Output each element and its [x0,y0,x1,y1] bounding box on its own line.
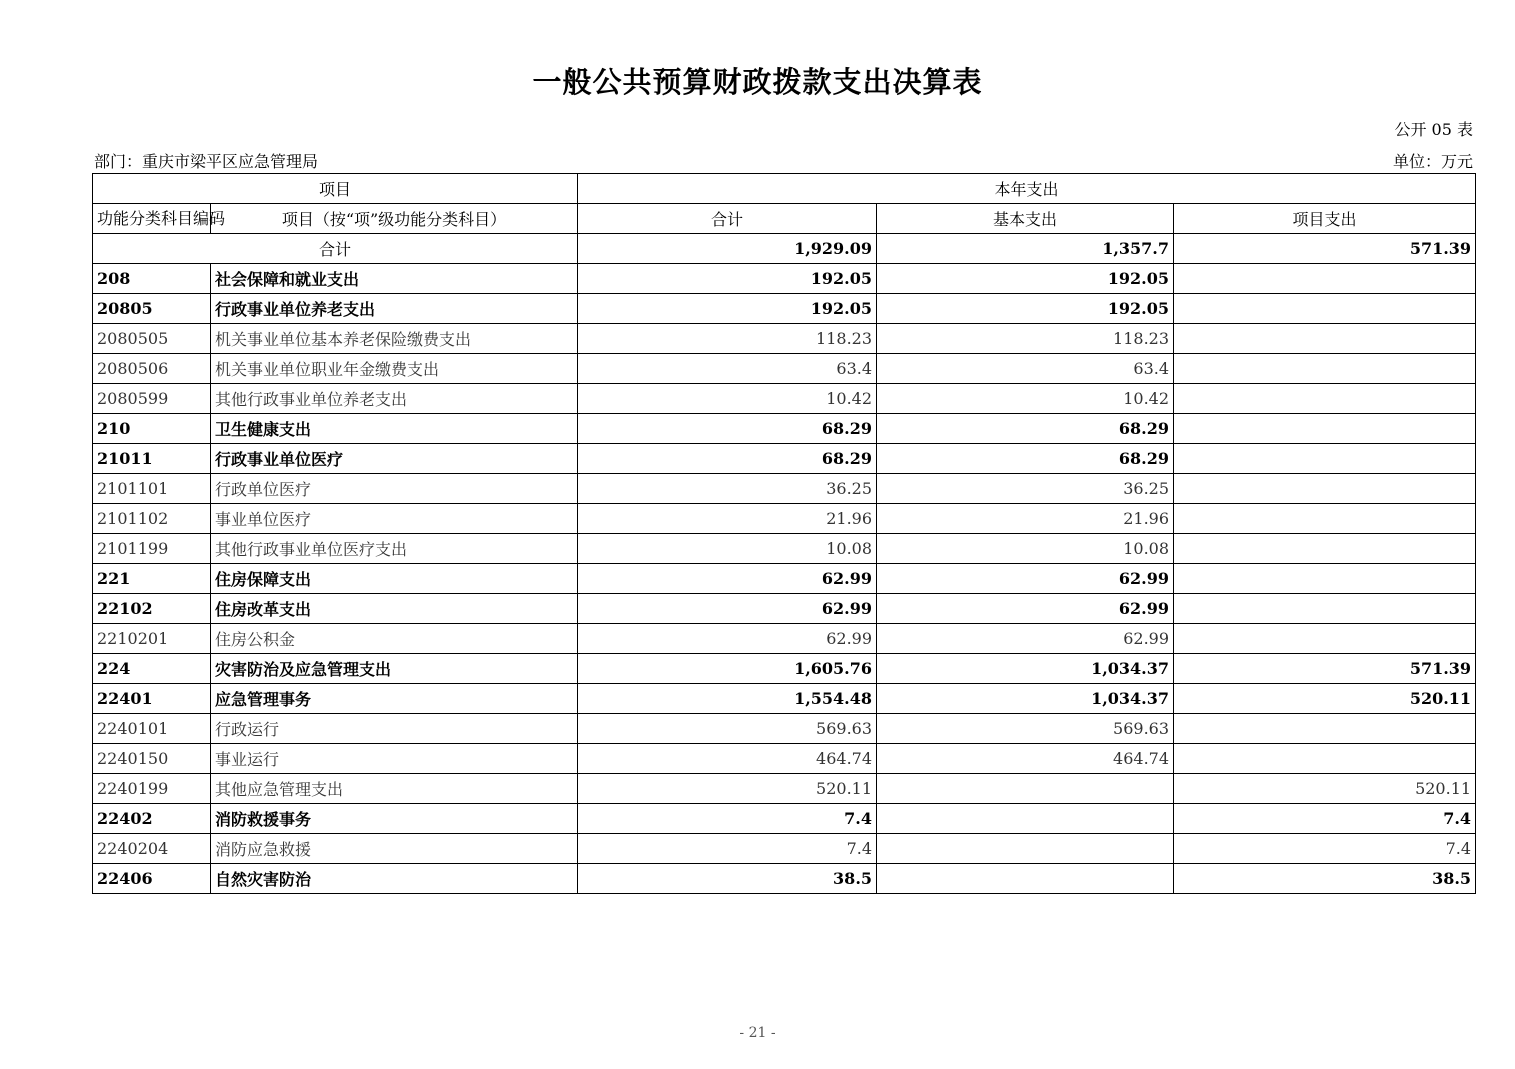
row-project [1174,564,1476,594]
row-code: 2101102 [93,504,211,534]
row-name: 灾害防治及应急管理支出 [211,654,578,684]
row-code: 2101199 [93,534,211,564]
row-code: 2080599 [93,384,211,414]
row-code: 22406 [93,864,211,894]
header-spend-group: 本年支出 [578,174,1476,204]
row-project [1174,414,1476,444]
budget-table [92,173,1476,894]
form-number: 公开 05 表 [1394,120,1473,139]
table-row [93,774,1476,804]
row-name: 其他行政事业单位养老支出 [211,384,578,414]
row-total: 68.29 [578,444,877,474]
row-name: 卫生健康支出 [211,414,578,444]
row-project: 520.11 [1174,684,1476,714]
row-basic [877,864,1174,894]
table-row [93,594,1476,624]
row-name: 行政事业单位养老支出 [211,294,578,324]
row-name: 机关事业单位基本养老保险缴费支出 [211,324,578,354]
row-code: 2080505 [93,324,211,354]
table-row [93,654,1476,684]
row-code: 2080506 [93,354,211,384]
row-project [1174,624,1476,654]
row-code: 2240199 [93,774,211,804]
table-body [93,234,1476,894]
row-basic: 68.29 [877,444,1174,474]
row-code: 208 [93,264,211,294]
row-project [1174,294,1476,324]
row-project [1174,744,1476,774]
row-name: 应急管理事务 [211,684,578,714]
row-basic: 62.99 [877,564,1174,594]
row-name: 消防应急救援 [211,834,578,864]
row-name: 事业单位医疗 [211,504,578,534]
row-total: 63.4 [578,354,877,384]
table-row [93,864,1476,894]
total-row [93,234,1476,264]
row-name: 机关事业单位职业年金缴费支出 [211,354,578,384]
row-project: 7.4 [1174,834,1476,864]
table-row [93,834,1476,864]
row-total: 62.99 [578,624,877,654]
table-row [93,684,1476,714]
row-code: 2240150 [93,744,211,774]
row-code: 2240204 [93,834,211,864]
row-project [1174,354,1476,384]
row-code: 224 [93,654,211,684]
department-label: 部门：重庆市梁平区应急管理局 [94,152,319,171]
row-total: 1,554.48 [578,684,877,714]
row-basic: 192.05 [877,264,1174,294]
page-number: - 21 - [739,1025,776,1041]
total-total: 1,929.09 [578,234,877,264]
page-title: 一般公共预算财政拨款支出决算表 [532,65,983,99]
table-row [93,504,1476,534]
row-basic: 36.25 [877,474,1174,504]
table-row [93,324,1476,354]
row-basic: 192.05 [877,294,1174,324]
row-name: 住房公积金 [211,624,578,654]
header-item-group: 项目 [93,174,578,204]
row-project: 520.11 [1174,774,1476,804]
row-basic [877,774,1174,804]
row-basic: 62.99 [877,594,1174,624]
row-basic: 63.4 [877,354,1174,384]
row-basic: 464.74 [877,744,1174,774]
table-row [93,714,1476,744]
row-project [1174,474,1476,504]
total-label: 合计 [93,234,578,264]
row-total: 68.29 [578,414,877,444]
table-row [93,624,1476,654]
row-basic: 1,034.37 [877,684,1174,714]
row-basic: 21.96 [877,504,1174,534]
table-row [93,384,1476,414]
row-name: 住房改革支出 [211,594,578,624]
table-row [93,414,1476,444]
row-total: 36.25 [578,474,877,504]
row-code: 20805 [93,294,211,324]
table-row [93,294,1476,324]
row-name: 自然灾害防治 [211,864,578,894]
row-code: 2210201 [93,624,211,654]
row-total: 464.74 [578,744,877,774]
row-total: 10.08 [578,534,877,564]
row-name: 社会保障和就业支出 [211,264,578,294]
row-total: 1,605.76 [578,654,877,684]
row-basic: 10.08 [877,534,1174,564]
row-code: 22402 [93,804,211,834]
table-row [93,444,1476,474]
row-project [1174,594,1476,624]
row-total: 7.4 [578,804,877,834]
row-name: 行政单位医疗 [211,474,578,504]
row-project [1174,714,1476,744]
row-basic: 569.63 [877,714,1174,744]
table-row [93,474,1476,504]
table-row [93,264,1476,294]
row-basic: 62.99 [877,624,1174,654]
row-basic [877,834,1174,864]
total-project: 571.39 [1174,234,1476,264]
row-project [1174,534,1476,564]
row-project [1174,324,1476,354]
row-project: 7.4 [1174,804,1476,834]
row-basic [877,804,1174,834]
row-total: 38.5 [578,864,877,894]
header-row-columns [93,204,1476,234]
row-total: 520.11 [578,774,877,804]
table-row [93,804,1476,834]
table-row [93,534,1476,564]
row-basic: 68.29 [877,414,1174,444]
row-total: 118.23 [578,324,877,354]
row-total: 21.96 [578,504,877,534]
row-name: 行政运行 [211,714,578,744]
table-row [93,564,1476,594]
row-name: 行政事业单位医疗 [211,444,578,474]
row-code: 2101101 [93,474,211,504]
row-project: 571.39 [1174,654,1476,684]
header-project: 项目支出 [1174,204,1476,234]
row-name: 住房保障支出 [211,564,578,594]
table-row [93,744,1476,774]
unit-label: 单位：万元 [1392,152,1473,171]
row-total: 7.4 [578,834,877,864]
row-project [1174,384,1476,414]
row-code: 22401 [93,684,211,714]
header-basic: 基本支出 [877,204,1174,234]
header-code: 功能分类科目编码 [93,204,211,234]
row-total: 10.42 [578,384,877,414]
row-name: 其他行政事业单位医疗支出 [211,534,578,564]
row-basic: 1,034.37 [877,654,1174,684]
row-total: 569.63 [578,714,877,744]
row-basic: 118.23 [877,324,1174,354]
row-code: 210 [93,414,211,444]
row-code: 22102 [93,594,211,624]
row-total: 192.05 [578,264,877,294]
row-total: 62.99 [578,564,877,594]
table-row [93,354,1476,384]
header-row-group [93,174,1476,204]
row-name: 消防救援事务 [211,804,578,834]
row-project [1174,504,1476,534]
row-name: 事业运行 [211,744,578,774]
row-code: 21011 [93,444,211,474]
row-project: 38.5 [1174,864,1476,894]
header-total: 合计 [578,204,877,234]
total-basic: 1,357.7 [877,234,1174,264]
row-project [1174,264,1476,294]
row-total: 192.05 [578,294,877,324]
header-name: 项目（按“项”级功能分类科目） [211,204,578,234]
row-basic: 10.42 [877,384,1174,414]
row-code: 221 [93,564,211,594]
row-name: 其他应急管理支出 [211,774,578,804]
row-project [1174,444,1476,474]
row-total: 62.99 [578,594,877,624]
row-code: 2240101 [93,714,211,744]
